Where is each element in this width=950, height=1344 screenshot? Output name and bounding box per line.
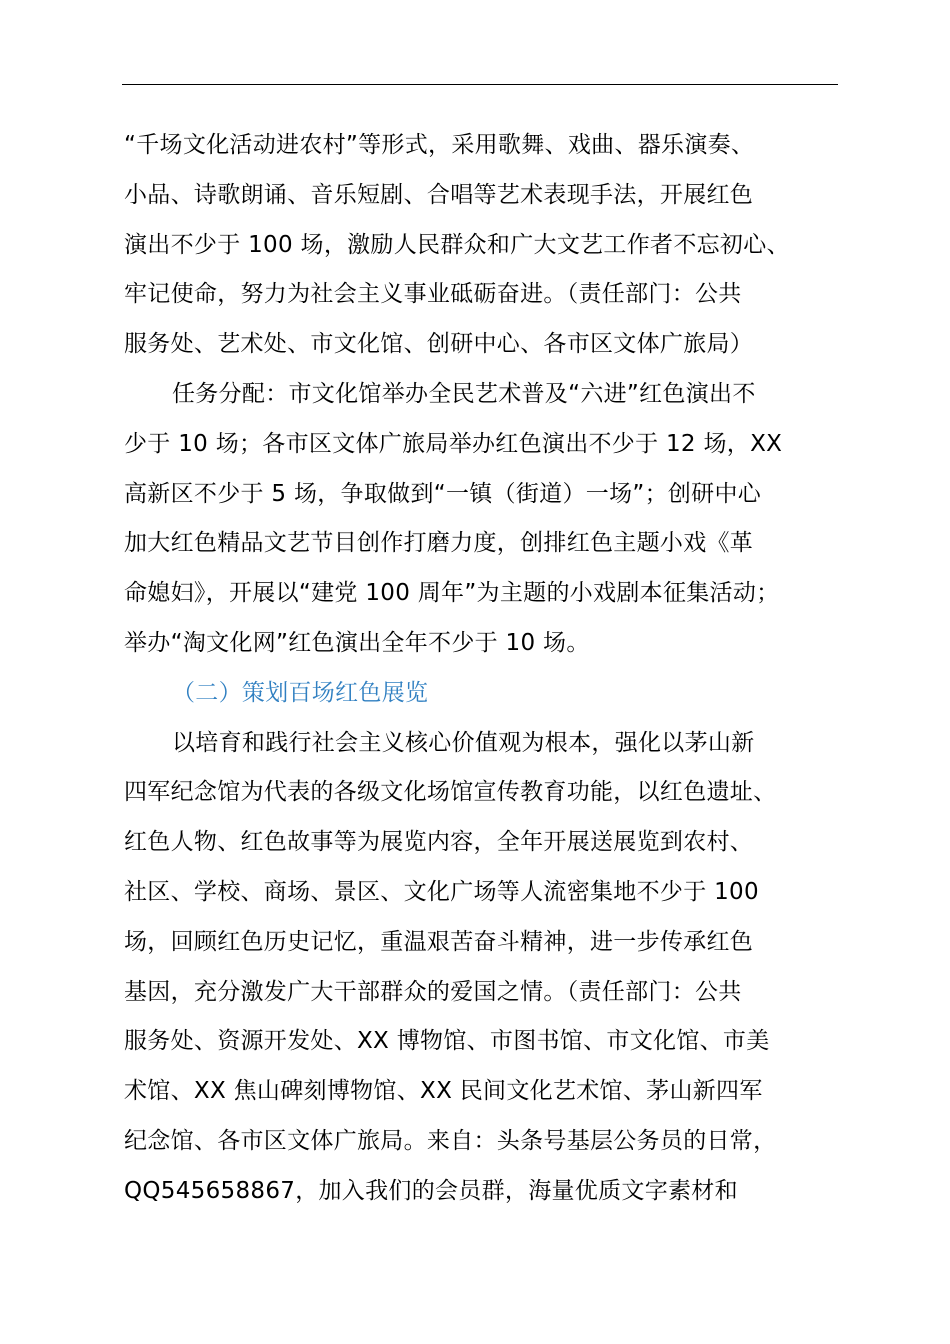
text-line: 纪念馆、各市区文体广旅局。来自：头条号基层公务员的日常， xyxy=(124,1127,777,1154)
text-line: 高新区不少于 5 场，争取做到“一镇（街道）一场”；创研中心 xyxy=(124,480,762,507)
section-heading xyxy=(124,669,864,719)
text-line: 红色人物、红色故事等为展览内容，全年开展送展览到农村、 xyxy=(124,829,754,856)
section-heading-text: （二）策划百场红色展览 xyxy=(172,679,429,706)
text-line: 演出不少于 100 场，激励人民群众和广大文艺工作者不忘初心、 xyxy=(124,231,790,258)
text-line: 命媳妇》，开展以“建党 100 周年”为主题的小戏剧本征集活动； xyxy=(124,580,780,607)
text-line: 加大红色精品文艺节目创作打磨力度，创排红色主题小戏《革 xyxy=(124,530,754,557)
text-line: 基因，充分激发广大干部群众的爱国之情。（责任部门：公共 xyxy=(124,978,742,1005)
text-line: 服务处、艺术处、市文化馆、创研中心、各市区文体广旅局） xyxy=(124,331,754,358)
text-line: 社区、学校、商场、景区、文化广场等人流密集地不少于 100 xyxy=(124,878,759,905)
text-line: 术馆、XX 焦山碑刻博物馆、XX 民间文化艺术馆、茅山新四军 xyxy=(124,1078,763,1105)
text-line: 少于 10 场；各市区文体广旅局举办红色演出不少于 12 场，XX xyxy=(124,430,783,457)
text-line: “千场文化活动进农村”等形式，采用歌舞、戏曲、器乐演奏、 xyxy=(124,132,755,158)
text-line: 小品、诗歌朗诵、音乐短剧、合唱等艺术表现手法，开展红色 xyxy=(124,181,754,208)
text-line: 四军纪念馆为代表的各级文化场馆宣传教育功能，以红色遗址、 xyxy=(124,779,777,806)
document-body xyxy=(124,121,864,1217)
text-line: 场，回顾红色历史记忆，重温艰苦奋斗精神，进一步传承红色 xyxy=(124,928,754,955)
text-line: 以培育和践行社会主义核心价值观为根本，强化以茅山新 xyxy=(172,729,755,756)
header-rule xyxy=(122,84,838,85)
text-line: 举办“淘文化网”红色演出全年不少于 10 场。 xyxy=(124,629,590,656)
text-line: 任务分配：市文化馆举办全民艺术普及“六进”红色演出不 xyxy=(172,380,756,407)
paragraph-performances xyxy=(124,121,864,370)
text-line: 牢记使命，努力为社会主义事业砥砺奋进。（责任部门：公共 xyxy=(124,281,742,308)
text-line: QQ545658867，加入我们的会员群，海量优质文字素材和 xyxy=(124,1177,738,1204)
paragraph-task-allocation xyxy=(124,370,864,669)
paragraph-exhibitions xyxy=(124,719,864,1217)
text-line: 服务处、资源开发处、XX 博物馆、市图书馆、市文化馆、市美 xyxy=(124,1028,770,1055)
